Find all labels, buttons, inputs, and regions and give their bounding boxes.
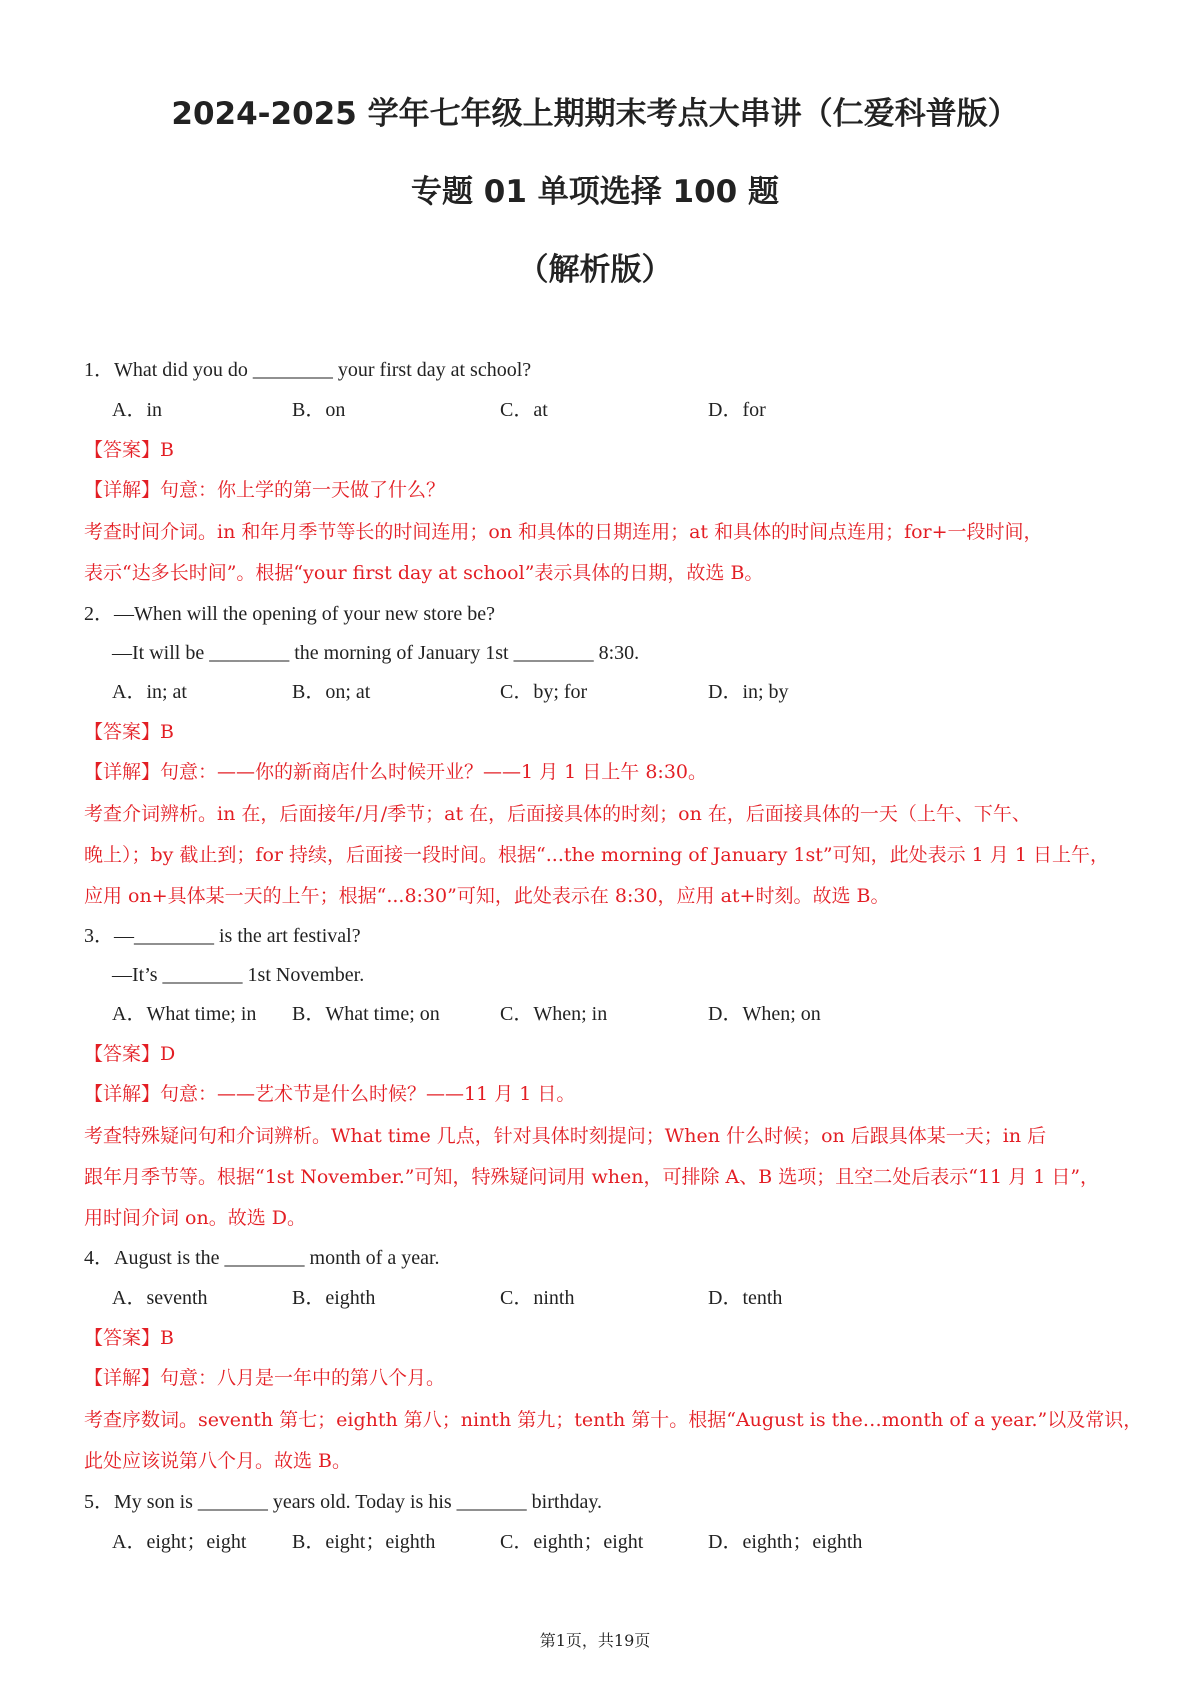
question-1-option-d: D．for bbox=[708, 399, 766, 421]
question-4-stem: 4．August is the ________ month of a year. bbox=[84, 1247, 440, 1269]
question-3-explanation-line: 考查特殊疑问句和介词辨析。What time 几点，针对具体时刻提问；When 什么时候；on 后跟具体某一天；in 后 bbox=[84, 1125, 1047, 1147]
question-3-option-b: B．What time; on bbox=[292, 1003, 440, 1025]
question-3-explanation-line: 跟年月季节等。根据“1st November.”可知，特殊疑问词用 when，可排除 A、B 选项；且空二处后表示“11 月 1 日”， bbox=[84, 1166, 1100, 1188]
page-footer: 第1页，共19页 bbox=[539, 1631, 651, 1650]
question-3-explanation-line: 用时间介词 on。故选 D。 bbox=[84, 1207, 306, 1229]
question-4-explanation-line: 考查序数词。seventh 第七；eighth 第八；ninth 第九；tenth 第十。根据“August is the…month of a year.”以及常识， bbox=[84, 1409, 1143, 1431]
question-3-answer: 【答案】D bbox=[84, 1043, 176, 1065]
question-4-option-d: D．tenth bbox=[708, 1287, 783, 1309]
question-3-detail: 【详解】句意：——艺术节是什么时候？——11 月 1 日。 bbox=[84, 1083, 576, 1105]
question-3-option-d: D．When; on bbox=[708, 1003, 821, 1025]
question-3-stem: 3．—________ is the art festival? bbox=[84, 925, 361, 947]
question-3-stem-reply: —It’s ________ 1st November. bbox=[112, 964, 365, 986]
document-subtitle: 专题 01 单项选择 100 题 bbox=[410, 174, 780, 210]
question-4-detail: 【详解】句意：八月是一年中的第八个月。 bbox=[84, 1367, 446, 1389]
question-1-answer: 【答案】B bbox=[84, 439, 174, 461]
question-4-answer: 【答案】B bbox=[84, 1327, 174, 1349]
question-5-stem: 5．My son is _______ years old. Today is his _______ birthday. bbox=[84, 1491, 603, 1513]
question-2-explanation-line: 考查介词辨析。in 在，后面接年/月/季节；at 在，后面接具体的时刻；on 在，后面接具体的一天（上午、下午、 bbox=[84, 803, 1031, 825]
question-1-stem: 1．What did you do ________ your first day at school? bbox=[84, 359, 532, 381]
question-1-option-b: B．on bbox=[292, 399, 346, 421]
question-4-option-b: B．eighth bbox=[292, 1287, 376, 1309]
question-4-explanation-line: 此处应该说第八个月。故选 B。 bbox=[84, 1450, 352, 1472]
question-5-option-b: B．eight；eighth bbox=[292, 1531, 436, 1553]
question-5-option-a: A．eight；eight bbox=[112, 1531, 247, 1553]
question-2-stem: 2．—When will the opening of your new store be? bbox=[84, 603, 496, 625]
question-1-option-c: C．at bbox=[500, 399, 548, 421]
question-1-option-a: A．in bbox=[112, 399, 162, 421]
question-2-option-a: A．in; at bbox=[112, 681, 187, 703]
question-5-option-d: D．eighth；eighth bbox=[708, 1531, 863, 1553]
question-4-option-a: A．seventh bbox=[112, 1287, 208, 1309]
document-title: 2024-2025 学年七年级上期期末考点大串讲（仁爱科普版） bbox=[171, 96, 1019, 132]
question-2-stem-reply: —It will be ________ the morning of January 1st ________ 8:30. bbox=[112, 642, 640, 664]
question-1-detail: 【详解】句意：你上学的第一天做了什么？ bbox=[84, 479, 446, 501]
question-3-option-c: C．When; in bbox=[500, 1003, 608, 1025]
question-3-option-a: A．What time; in bbox=[112, 1003, 257, 1025]
question-2-answer: 【答案】B bbox=[84, 721, 174, 743]
question-1-explanation-line: 考查时间介词。in 和年月季节等长的时间连用；on 和具体的日期连用；at 和具体的时间点连用；for+一段时间， bbox=[84, 521, 1043, 543]
question-2-detail: 【详解】句意：——你的新商店什么时候开业？——1 月 1 日上午 8:30。 bbox=[84, 761, 708, 783]
question-2-option-d: D．in; by bbox=[708, 681, 789, 703]
question-2-explanation-line: 晚上）；by 截止到；for 持续，后面接一段时间。根据“...the morning of January 1st”可知，此处表示 1 月 1 日上午， bbox=[84, 844, 1109, 866]
question-2-option-c: C．by; for bbox=[500, 681, 588, 703]
question-4-option-c: C．ninth bbox=[500, 1287, 575, 1309]
question-1-explanation-line: 表示“达多长时间”。根据“your first day at school”表示具体的日期，故选 B。 bbox=[84, 562, 764, 584]
question-2-option-b: B．on; at bbox=[292, 681, 371, 703]
question-5-option-c: C．eighth；eight bbox=[500, 1531, 644, 1553]
document-version-label: （解析版） bbox=[517, 252, 673, 288]
question-2-explanation-line: 应用 on+具体某一天的上午；根据“...8:30”可知，此处表示在 8:30，应用 at+时刻。故选 B。 bbox=[84, 885, 890, 907]
